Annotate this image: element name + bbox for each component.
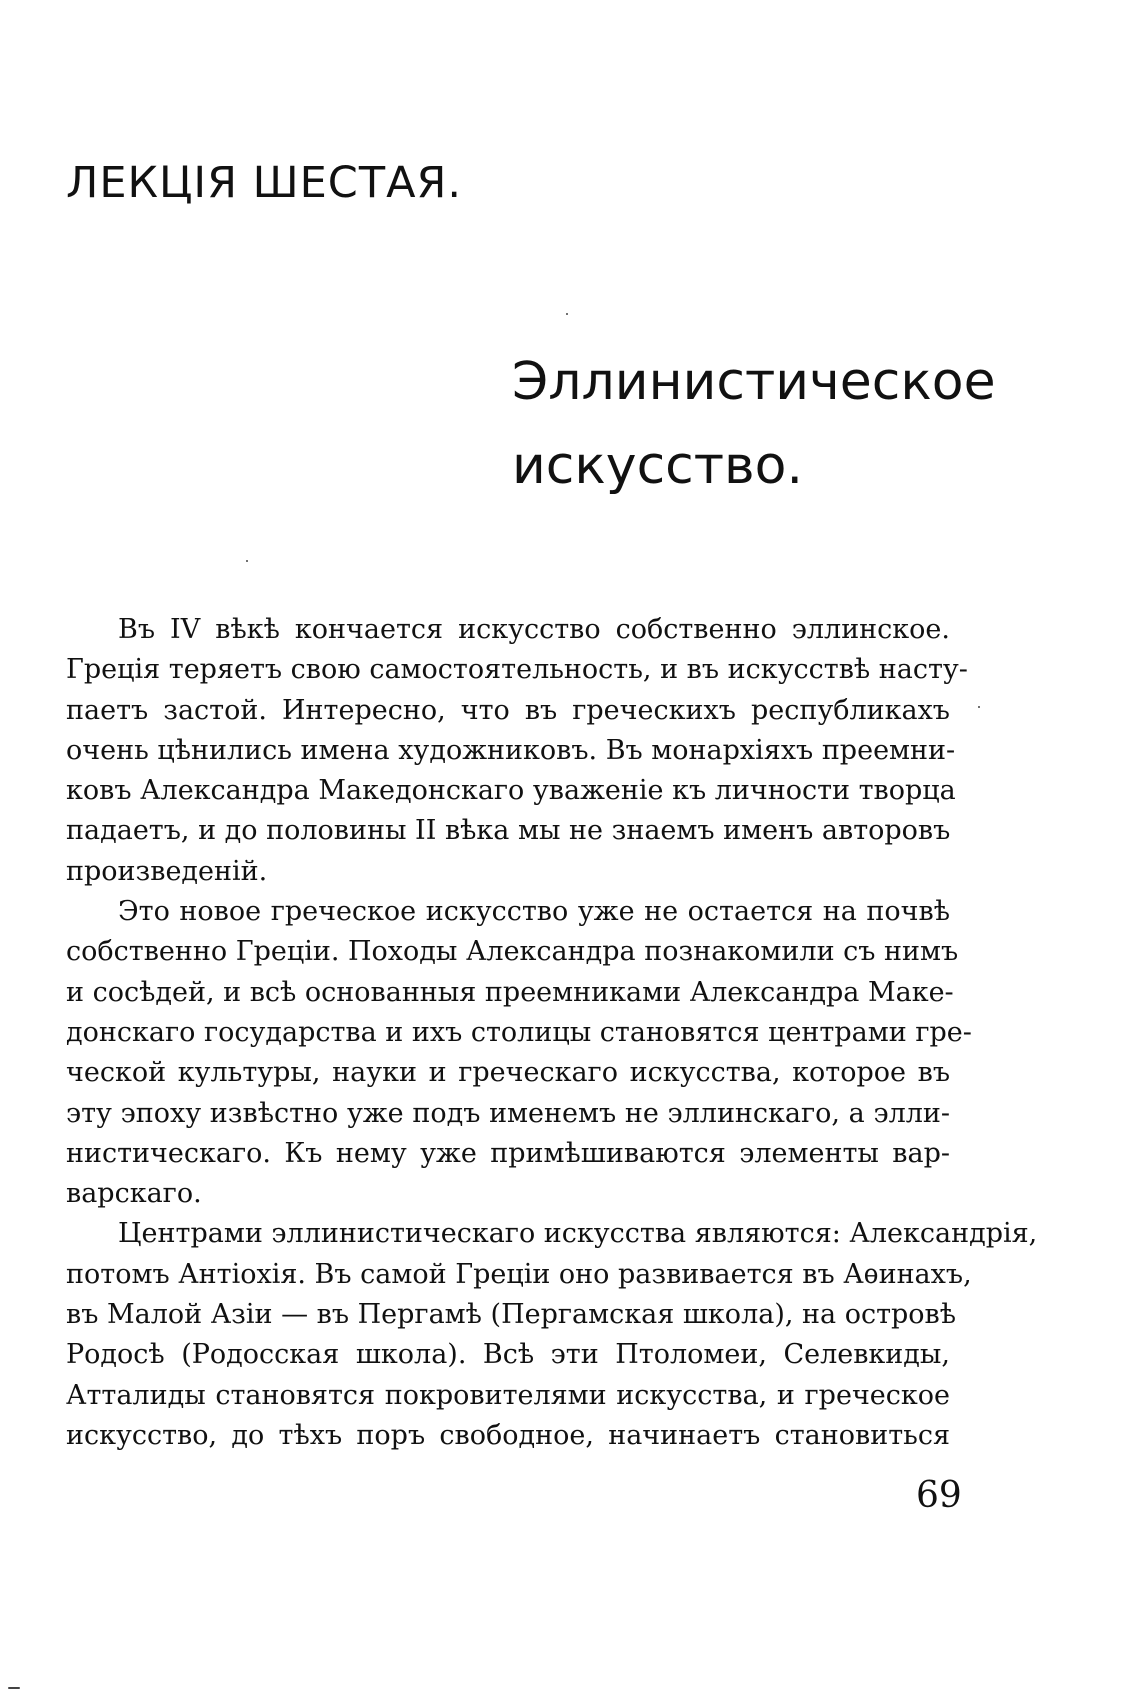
chapter-title <box>512 340 996 508</box>
body-text <box>66 610 1038 1456</box>
text-line: Родосѣ (Родосская школа). Всѣ эти Птоломеи, Селевкиды, <box>66 1339 950 1371</box>
scan-speck <box>8 1687 20 1689</box>
scan-speck <box>246 560 248 562</box>
text-line: произведенiй. <box>66 855 268 887</box>
text-line: собственно Грецiи. Походы Александра познакомили съ нимъ <box>66 936 959 968</box>
text-line: очень цѣнились имена художниковъ. Въ монархiяхъ преемни- <box>66 734 956 766</box>
text-line: падаетъ, и до половины II вѣка мы не знаемъ именъ авторовъ <box>66 815 951 847</box>
text-line: Это новое греческое искусство уже не остается на почвѣ <box>118 896 950 928</box>
lecture-heading: ЛЕКЦІЯ ШЕСТАЯ. <box>66 158 463 208</box>
text-line: Атталиды становятся покровителями искусства, и греческое <box>66 1379 950 1411</box>
text-line: эту эпоху извѣстно уже подъ именемъ не эллинскаго, а элли- <box>66 1097 950 1129</box>
text-line: искусство, до тѣхъ поръ свободное, начинаетъ становиться <box>66 1419 950 1451</box>
scan-speck <box>978 706 980 708</box>
text-line: ковъ Александра Македонскаго уваженiе къ личности творца <box>66 775 956 807</box>
text-line: Грецiя теряетъ свою самостоятельность, и въ искусствѣ насту- <box>66 654 968 686</box>
text-line: Центрами эллинистическаго искусства являются: Александрiя, <box>118 1218 1038 1250</box>
text-line: ческой культуры, науки и греческаго искусства, которое въ <box>66 1057 950 1089</box>
text-line: варскаго. <box>66 1178 202 1210</box>
scan-speck <box>566 313 568 315</box>
text-line: въ Малой Азiи — въ Пергамѣ (Пергамская школа), на островѣ <box>66 1299 957 1331</box>
text-line: и сосѣдей, и всѣ основанныя преемниками Александра Маке- <box>66 976 954 1008</box>
text-line: потомъ Антiохiя. Въ самой Грецiи оно развивается въ Аѳинахъ, <box>66 1258 972 1290</box>
page-number: 69 <box>916 1475 962 1516</box>
chapter-title-line: Эллинистическое <box>512 352 996 412</box>
text-line: донскаго государства и ихъ столицы становятся центрами гре- <box>66 1016 972 1048</box>
text-line: паетъ застой. Интересно, что въ греческихъ республикахъ <box>66 694 950 726</box>
text-line: нистическаго. Къ нему уже примѣшиваются элементы вар- <box>66 1137 950 1169</box>
text-line: Въ IV вѣкѣ кончается искусство собственно эллинское. <box>118 614 950 645</box>
chapter-title-line: искусство. <box>512 436 804 496</box>
